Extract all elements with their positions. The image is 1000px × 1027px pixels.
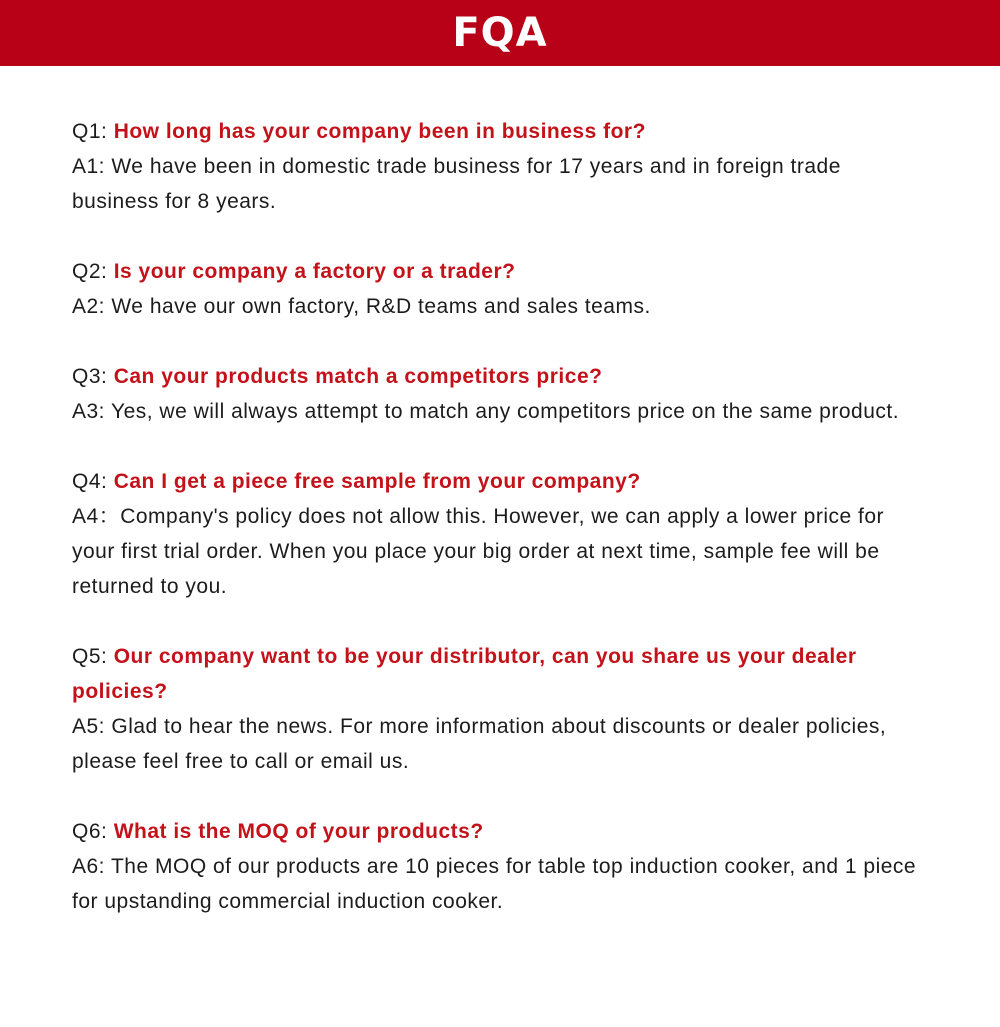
answer-text: The MOQ of our products are 10 pieces for table top induction cooker, and 1 piece for upstanding commercial induction cooker. — [72, 855, 917, 913]
question-text: Can I get a piece free sample from your company? — [113, 470, 641, 493]
question-line — [72, 359, 932, 394]
header-banner — [0, 0, 1000, 66]
answer-text: Company's policy does not allow this. However, we can apply a lower price for your first trial order. When you place your big order at next time, sample fee will be returned to you. — [72, 505, 885, 598]
page-title: FQA — [452, 10, 548, 56]
answer-line — [72, 394, 932, 429]
question-text: Can your products match a competitors price? — [113, 365, 603, 388]
question-prefix: Q5: — [72, 645, 114, 668]
faq-item-3 — [72, 359, 932, 429]
question-line — [72, 254, 932, 289]
question-line — [72, 464, 932, 499]
faq-item-5 — [72, 639, 932, 779]
answer-text: We have our own factory, R&D teams and sales teams. — [111, 295, 651, 318]
question-prefix: Q3: — [72, 365, 114, 388]
answer-prefix: A4： — [72, 505, 121, 528]
question-line — [72, 114, 932, 149]
faq-item-6 — [72, 814, 932, 919]
answer-prefix: A2: — [72, 295, 112, 318]
answer-prefix: A3: — [72, 400, 111, 423]
question-text: How long has your company been in business for? — [113, 120, 646, 143]
answer-line — [72, 709, 932, 779]
question-prefix: Q6: — [72, 820, 114, 843]
answer-line — [72, 499, 932, 604]
answer-prefix: A1: — [72, 155, 112, 178]
answer-text: Glad to hear the news. For more information about discounts or dealer policies, please feel free to call or email us. — [72, 715, 887, 773]
question-text: Is your company a factory or a trader? — [113, 260, 516, 283]
answer-line — [72, 849, 932, 919]
answer-prefix: A5: — [72, 715, 112, 738]
question-prefix: Q2: — [72, 260, 114, 283]
faq-list — [72, 114, 932, 954]
answer-text: Yes, we will always attempt to match any competitors price on the same product. — [110, 400, 900, 423]
question-prefix: Q1: — [72, 120, 114, 143]
question-line — [72, 814, 932, 849]
question-prefix: Q4: — [72, 470, 114, 493]
question-text: What is the MOQ of your products? — [113, 820, 484, 843]
answer-line — [72, 149, 932, 219]
answer-text: We have been in domestic trade business for 17 years and in foreign trade business for 8 years. — [72, 155, 841, 213]
faq-item-1 — [72, 114, 932, 219]
question-line — [72, 639, 932, 709]
answer-line — [72, 289, 932, 324]
answer-prefix: A6: — [72, 855, 111, 878]
question-text: Our company want to be your distributor, can you share us your dealer policies? — [72, 645, 857, 703]
faq-item-2 — [72, 254, 932, 324]
faq-item-4 — [72, 464, 932, 604]
